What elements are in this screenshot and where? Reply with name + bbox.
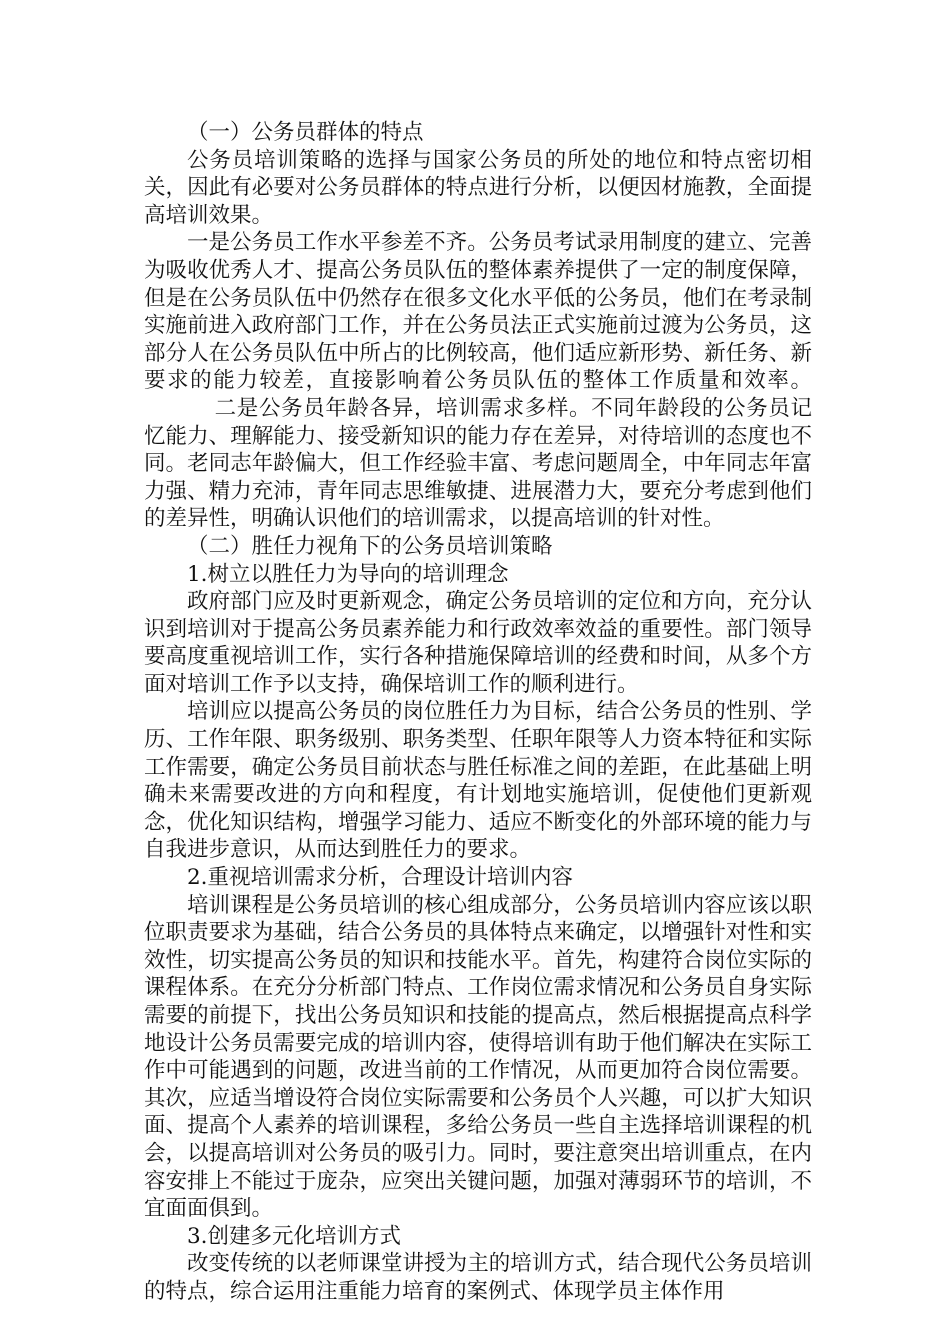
paragraph-5: 培训课程是公务员培训的核心组成部分，公务员培训内容应该以职位职责要求为基础，结合公务员的具体特点来确定，以增强针对性和实效性，切实提高公务员的知识和技能水平。首先，构建符合岗位实际的课程体系。在充分分析部门特点、工作岗位需求情况和公务员自身实际需要的前提下，找出公务员知识和技能的提高点，然后根据提高点科学地设计公务员需要完成的培训内容，使得培训有助于他们解决在实际工作中可能遇到的问题，改进当前的工作情况，从而更加符合岗位需要。其次，应适当增设符合岗位实际需要和公务员个人兴趣，可以扩大知识面、提高个人素养的培训课程，多给公务员一些自主选择培训课程的机会，以提高培训对公务员的吸引力。同时，要注意突出培训重点，在内容安排上不能过于庞杂，应突出关键问题，加强对薄弱环节的培训，不宜面面俱到。 <box>144 892 812 1222</box>
document-body <box>144 119 812 1306</box>
paragraph-2 <box>144 229 812 533</box>
paragraph-4: 培训应以提高公务员的岗位胜任力为目标，结合公务员的性别、学历、工作年限、职务级别、职务类型、任职年限等人力资本特征和实际工作需要，确定公务员目前状态与胜任标准之间的差距，在此基础上明确未来需要改进的方向和程度，有计划地实施培训，促使他们更新观念，优化知识结构，增强学习能力、适应不断变化的外部环境的能力与自我进步意识，从而达到胜任力的要求。 <box>144 699 812 863</box>
paragraph-2-part-b: 二是公务员年龄各异，培训需求多样。不同年龄段的公务员记忆能力、理解能力、接受新知识的能力存在差异，对待培训的态度也不同。老同志年龄偏大，但工作经验丰富、考虑问题周全，中年同志年富力强、精力充沛，青年同志思维敏捷、进展潜力大，要充分考虑到他们的差异性，明确认识他们的培训需求，以提高培训的针对性。 <box>144 395 812 532</box>
subsection-heading-2: 2.重视培训需求分析，合理设计培训内容 <box>187 865 574 891</box>
subsection-heading-3: 3.创建多元化培训方式 <box>187 1223 402 1249</box>
paragraph-1: 公务员培训策略的选择与国家公务员的所处的地位和特点密切相关，因此有必要对公务员群体的特点进行分析，以便因材施教，全面提高培训效果。 <box>144 147 812 228</box>
section-heading-2: （二）胜任力视角下的公务员培训策略 <box>187 533 553 559</box>
subsection-heading-1: 1.树立以胜任力为导向的培训理念 <box>187 561 509 587</box>
paragraph-2-part-a: 一是公务员工作水平参差不齐。公务员考试录用制度的建立、完善为吸收优秀人才、提高公务员队伍的整体素养提供了一定的制度保障，但是在公务员队伍中仍然存在很多文化水平低的公务员，他们在考录制实施前进入政府部门工作，并在公务员法正式实施前过渡为公务员，这部分人在公务员队伍中所占的比例较高，他们适应新形势、新任务、新要求的能力较差，直接影响着公务员队伍的整体工作质量和效率。 <box>144 230 812 394</box>
paragraph-3: 政府部门应及时更新观念，确定公务员培训的定位和方向，充分认识到培训对于提高公务员素养能力和行政效率效益的重要性。部门领导要高度重视培训工作，实行各种措施保障培训的经费和时间，从多个方面对培训工作予以支持，确保培训工作的顺利进行。 <box>144 589 812 697</box>
section-heading-1: （一）公务员群体的特点 <box>187 120 424 145</box>
paragraph-6: 改变传统的以老师课堂讲授为主的培训方式，结合现代公务员培训的特点，综合运用注重能力培育的案例式、体现学员主体作用 <box>144 1251 812 1304</box>
